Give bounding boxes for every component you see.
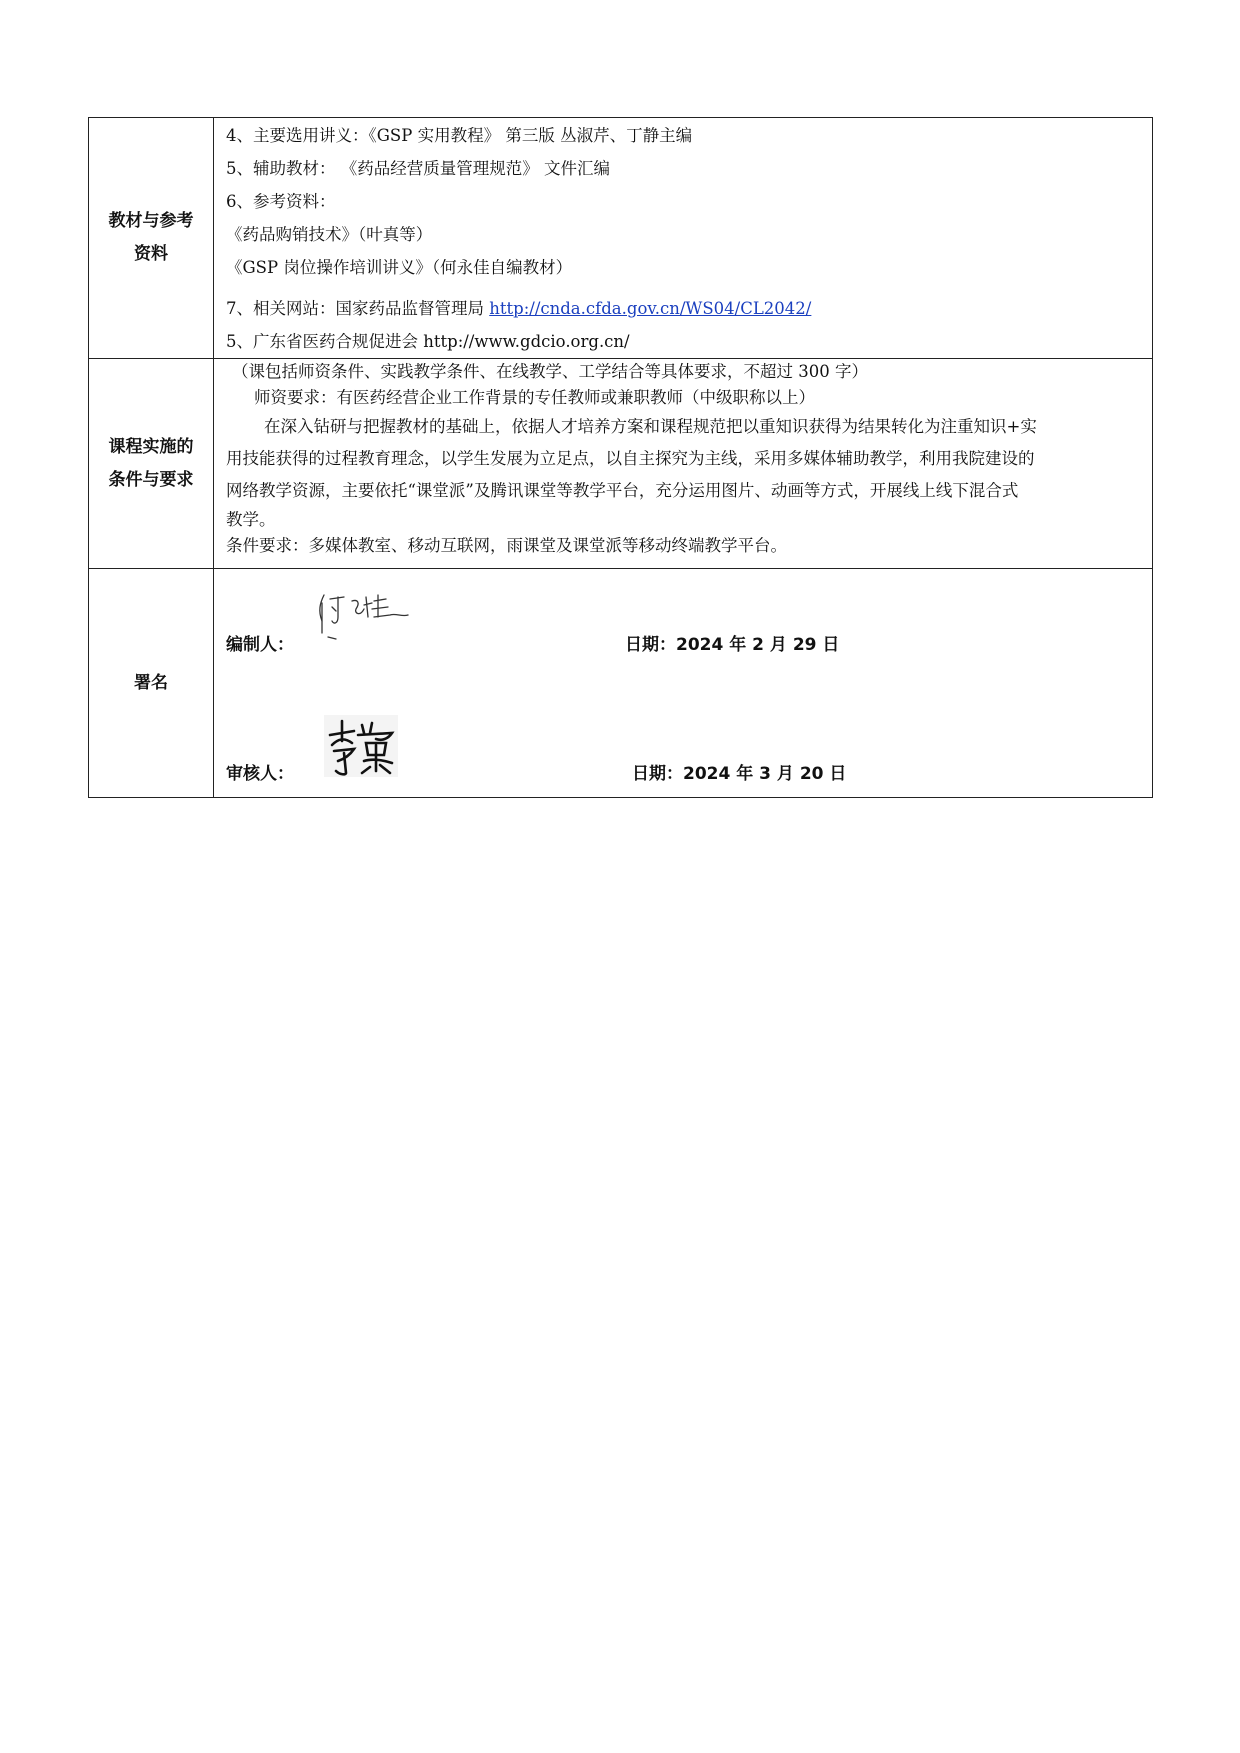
- signature-header: 署名: [89, 569, 214, 798]
- materials-line: 《药品购销技术》（叶真等）: [226, 225, 433, 244]
- materials-header: [89, 118, 214, 359]
- condition-requirement: 条件要求：多媒体教室、移动互联网，雨课堂及课堂派等移动终端教学平台。: [226, 536, 787, 555]
- materials-line: 5、辅助教材： 《药品经营质量管理规范》 文件汇编: [226, 159, 610, 178]
- conditions-row: [89, 359, 1153, 569]
- website-link[interactable]: http://cnda.cfda.gov.cn/WS04/CL2042/: [489, 299, 812, 318]
- teaching-paragraph-line: 在深入钻研与把握教材的基础上，依据人才培养方案和课程规范把以重知识获得为结果转化为注重知识+实: [264, 417, 1037, 436]
- teaching-paragraph-line: 用技能获得的过程教育理念，以学生发展为立足点，以自主探究为主线，采用多媒体辅助教学，利用我院建设的: [226, 449, 1035, 468]
- compiler-label: 编制人：: [226, 635, 294, 655]
- materials-row: [89, 118, 1153, 359]
- course-info-table: [88, 117, 1153, 798]
- conditions-content: [214, 359, 1153, 569]
- website-prefix: 7、相关网站：国家药品监督管理局: [226, 299, 490, 318]
- signature-content: [214, 569, 1153, 798]
- materials-header-line-2: 资料: [134, 244, 168, 264]
- teaching-paragraph-line: 网络教学资源，主要依托“课堂派”及腾讯课堂等教学平台，充分运用图片、动画等方式，开展线上线下混合式: [226, 481, 1019, 500]
- reviewer-signature-image: [324, 715, 398, 777]
- conditions-header: [89, 359, 214, 569]
- reviewer-label: 审核人：: [226, 764, 294, 784]
- teaching-paragraph-line: 教学。: [226, 510, 276, 529]
- reviewer-date: 日期：2024 年 3 月 20 日: [632, 764, 847, 784]
- compiler-signature-image: [314, 587, 410, 645]
- materials-header-line-1: 教材与参考: [108, 211, 194, 231]
- conditions-note: （课包括师资条件、实践教学条件、在线教学、工学结合等具体要求，不超过 300 字）: [232, 362, 868, 381]
- conditions-header-line-2: 条件与要求: [108, 469, 194, 490]
- materials-line: 4、主要选用讲义：《GSP 实用教程》 第三版 丛淑芹、丁静主编: [226, 126, 693, 145]
- conditions-header-line-1: 课程实施的: [108, 436, 194, 457]
- signature-row: [89, 569, 1153, 798]
- materials-content: [214, 118, 1153, 359]
- materials-line: 《GSP 岗位操作培训讲义》（何永佳自编教材）: [226, 258, 573, 277]
- materials-line: 5、广东省医药合规促进会 http://www.gdcio.org.cn/: [226, 332, 630, 351]
- compiler-date: 日期：2024 年 2 月 29 日: [625, 635, 840, 655]
- materials-line: 6、参考资料：: [226, 192, 336, 211]
- website-line: [214, 292, 1152, 325]
- teacher-requirement: 师资要求：有医药经营企业工作背景的专任教师或兼职教师（中级职称以上）: [254, 388, 815, 407]
